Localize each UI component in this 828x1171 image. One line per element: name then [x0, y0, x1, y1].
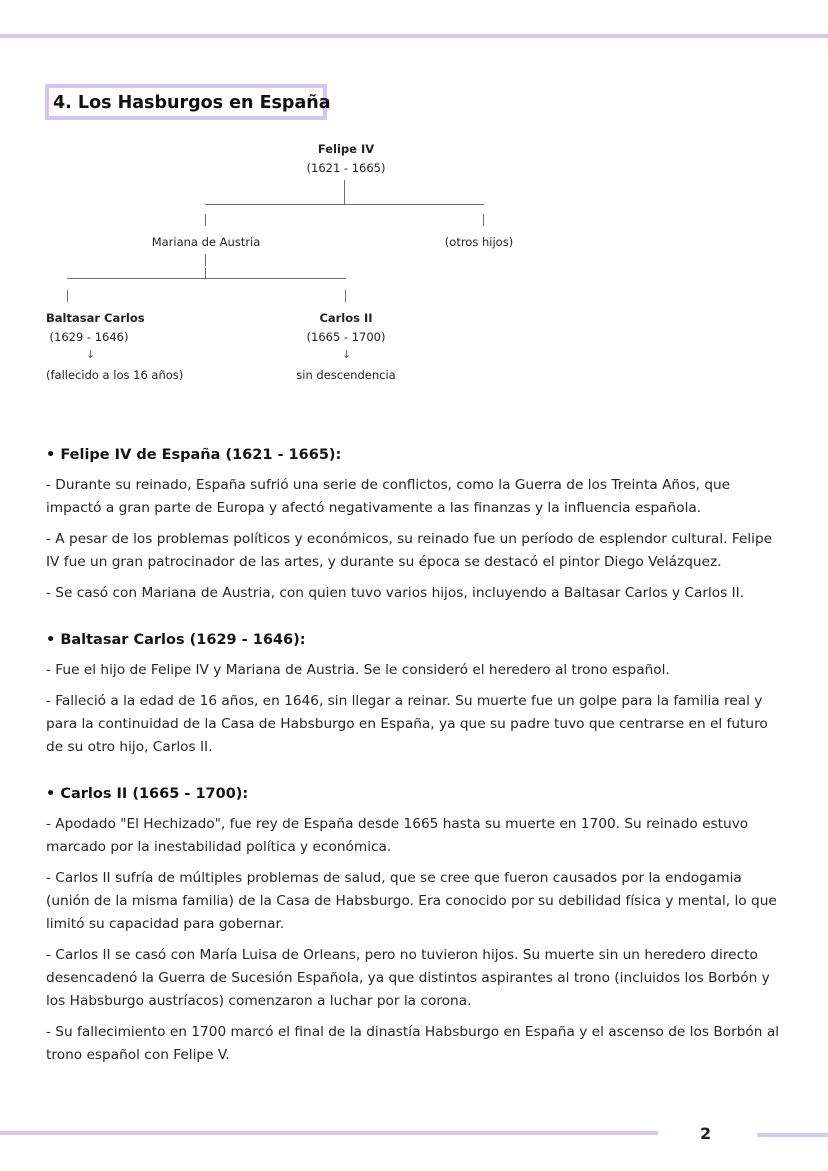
tree-connector [67, 278, 346, 279]
tree-child-dates: (1665 - 1700) [306, 330, 386, 344]
tree-connector [205, 204, 484, 205]
bottom-rule-right [757, 1133, 828, 1137]
page-number: 2 [700, 1124, 712, 1143]
section-heading: • Felipe IV de España (1621 - 1665): [46, 447, 342, 463]
tree-child-name: Carlos II [319, 311, 373, 325]
paragraph: - Su fallecimiento en 1700 marcó el final de la dinastía Habsburgo en España y el ascenso de los Borbón al trono español con Felipe V. [46, 1024, 780, 1063]
section-baltasar-carlos [46, 629, 786, 767]
tree-connector [205, 268, 206, 278]
section-carlos-ii [46, 783, 786, 1075]
section-heading: • Baltasar Carlos (1629 - 1646): [46, 632, 306, 648]
page-title: 4. Los Hasburgos en España [53, 93, 331, 113]
tree-child-note: sin descendencia [296, 368, 396, 382]
paragraph: - Fue el hijo de Felipe IV y Mariana de Austria. Se le consideró el heredero al trono español. [46, 662, 670, 678]
paragraph: - A pesar de los problemas políticos y económicos, su reinado fue un período de esplendor cultural. Felipe IV fue un gran patrocinador de las artes, y durante su época se destacó el pintor Diego Velázquez. [46, 531, 773, 570]
tree-connector [205, 214, 206, 226]
section-felipe-iv [46, 444, 786, 613]
down-arrow-icon: ↓ [86, 348, 96, 361]
tree-child-name: Baltasar Carlos [46, 311, 145, 325]
paragraph: - Carlos II se casó con María Luisa de Orleans, pero no tuvieron hijos. Su muerte sin un heredero directo desencadenó la Guerra de Sucesión Española, ya que distintos aspirantes al trono (incluidos los Borbón y los Habsburgo austríacos) comenzaron a luchar por la corona. [46, 947, 770, 1009]
paragraph: - Carlos II sufría de múltiples problemas de salud, que se cree que fueron causados por la endogamia (unión de la misma familia) de la Casa de Habsburgo. Era conocido por su debilidad física y mental, lo que limitó su capacidad para gobernar. [46, 870, 777, 932]
tree-root-dates: (1621 - 1665) [306, 161, 386, 175]
bottom-rule-left [0, 1131, 658, 1135]
tree-connector [67, 290, 68, 302]
tree-connector [344, 180, 345, 204]
paragraph: - Falleció a la edad de 16 años, en 1646, sin llegar a reinar. Su muerte fue un golpe para la familia real y para la continuidad de la Casa de Habsburgo en España, ya que su padre tuvo que centrarse en el futuro de su otro hijo, Carlos II. [46, 693, 768, 755]
paragraph: - Durante su reinado, España sufrió una serie de conflictos, como la Guerra de los Treinta Años, que impactó a gran parte de Europa y afectó negativamente a las finanzas y la influencia española. [46, 477, 731, 516]
down-arrow-icon: ↓ [342, 348, 352, 361]
tree-connector [205, 254, 206, 266]
tree-other-children: (otros hijos) [444, 235, 514, 249]
family-tree [0, 0, 828, 400]
tree-connector [345, 290, 346, 302]
section-heading: • Carlos II (1665 - 1700): [46, 786, 249, 802]
tree-connector [483, 214, 484, 226]
paragraph: - Apodado "El Hechizado", fue rey de España desde 1665 hasta su muerte en 1700. Su reinado estuvo marcado por la inestabilidad política y económica. [46, 816, 749, 855]
tree-spouse: Mariana de Austria [151, 235, 261, 249]
tree-root-name: Felipe IV [317, 142, 375, 156]
tree-child-note: (fallecido a los 16 años) [46, 368, 184, 382]
tree-child-dates: (1629 - 1646) [49, 330, 129, 344]
paragraph: - Se casó con Mariana de Austria, con quien tuvo varios hijos, incluyendo a Baltasar Carlos y Carlos II. [46, 585, 745, 601]
